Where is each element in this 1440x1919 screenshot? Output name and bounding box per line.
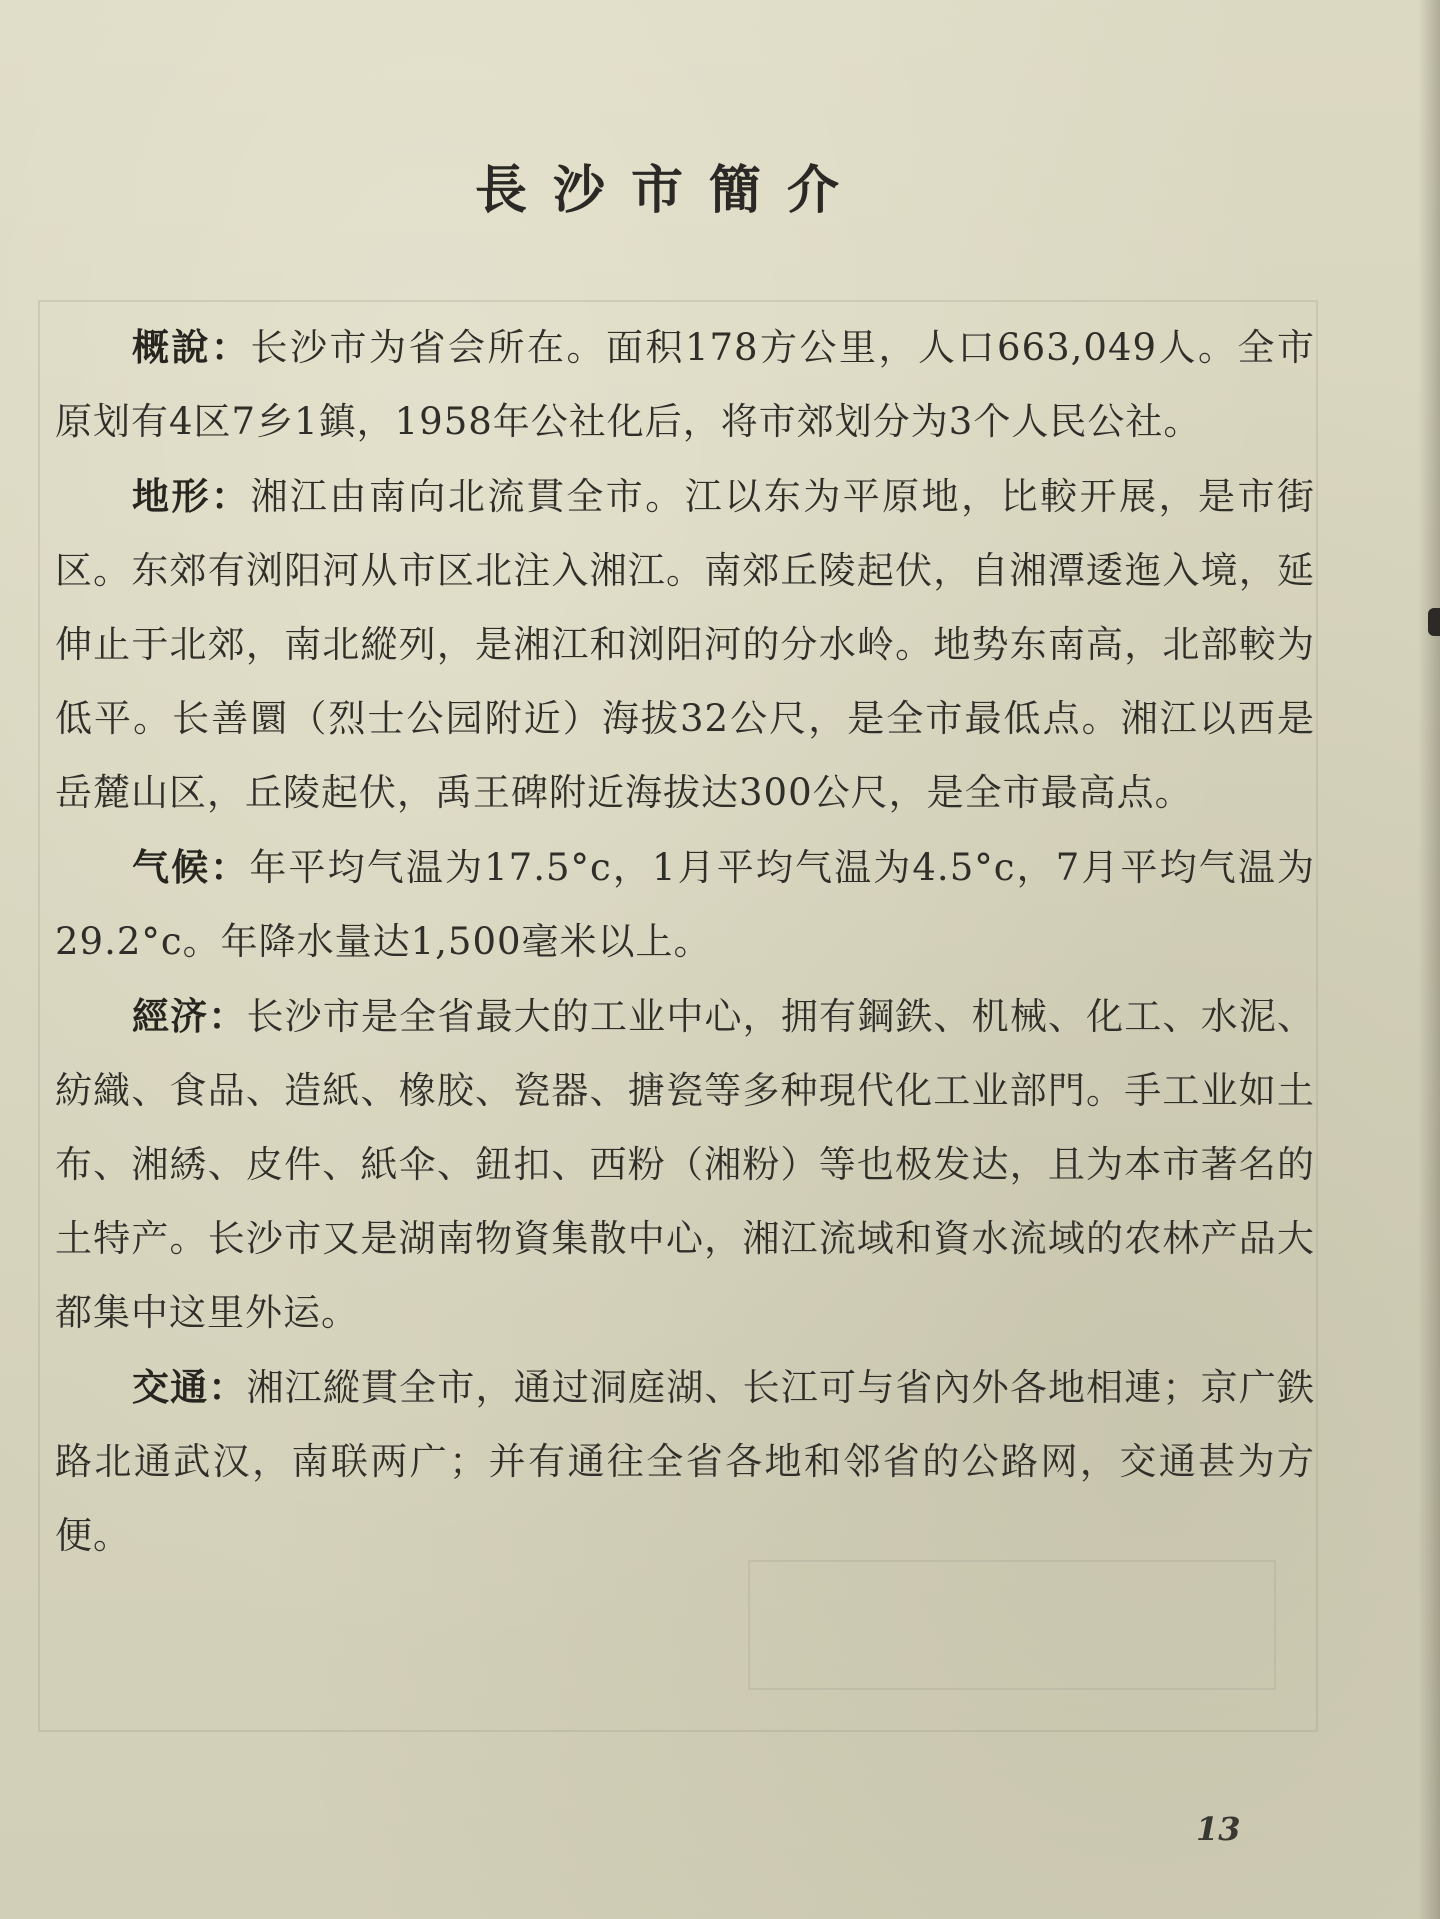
section-text: 长沙市为省会所在。面积178方公里，人口663,049人。全市原划有4区7乡1鎮，1958年公社化后，将市郊划分为3个人民公社。 — [55, 326, 1316, 443]
paragraph-climate — [55, 830, 1315, 979]
article-body — [55, 310, 1315, 1573]
paragraph-economy — [55, 979, 1315, 1350]
section-label: 經济： — [132, 994, 247, 1038]
section-text: 湘江由南向北流貫全市。江以东为平原地，比較开展，是市街区。东郊有浏阳河从市区北注入湘江。南郊丘陵起伏，自湘潭逶迤入境，延伸止于北郊，南北縱列，是湘江和浏阳河的分水岭。地势东南高，北部較为低平。长善圜（烈士公园附近）海拔32公尺，是全市最低点。湘江以西是岳麓山区，丘陵起伏，禹王碑附近海拔达300公尺，是全市最高点。 — [55, 475, 1316, 814]
page-edge-mark — [1428, 608, 1440, 636]
page-number: 13 — [1196, 1810, 1241, 1848]
page-title: 長沙市簡介 — [474, 160, 865, 221]
section-text: 年平均气温为17.5°c，1月平均气温为4.5°c，7月平均气温为29.2°c。年降水量达1,500毫米以上。 — [55, 846, 1315, 963]
page-edge-shadow — [1418, 0, 1440, 1919]
section-label: 概說： — [132, 325, 251, 369]
section-label: 交通： — [132, 1365, 247, 1409]
paragraph-overview — [55, 310, 1315, 459]
paragraph-terrain — [55, 459, 1315, 830]
section-text: 长沙市是全省最大的工业中心，拥有鋼鉄、机械、化工、水泥、紡織、食品、造紙、橡胶、瓷器、搪瓷等多种現代化工业部門。手工业如土布、湘綉、皮件、紙伞、鈕扣、西粉（湘粉）等也极发达，且为本市著名的土特产。长沙市又是湖南物資集散中心，湘江流域和資水流域的农林产品大都集中这里外运。 — [55, 995, 1315, 1334]
paragraph-transport — [55, 1350, 1315, 1573]
section-label: 地形： — [132, 474, 251, 518]
section-text: 湘江縱貫全市，通过洞庭湖、长江可与省內外各地相連；京广鉄路北通武汉，南联两广；并有通往全省各地和邻省的公路网，交通甚为方便。 — [55, 1366, 1315, 1557]
section-label: 气候： — [132, 845, 250, 889]
bleed-through-box — [748, 1560, 1276, 1690]
